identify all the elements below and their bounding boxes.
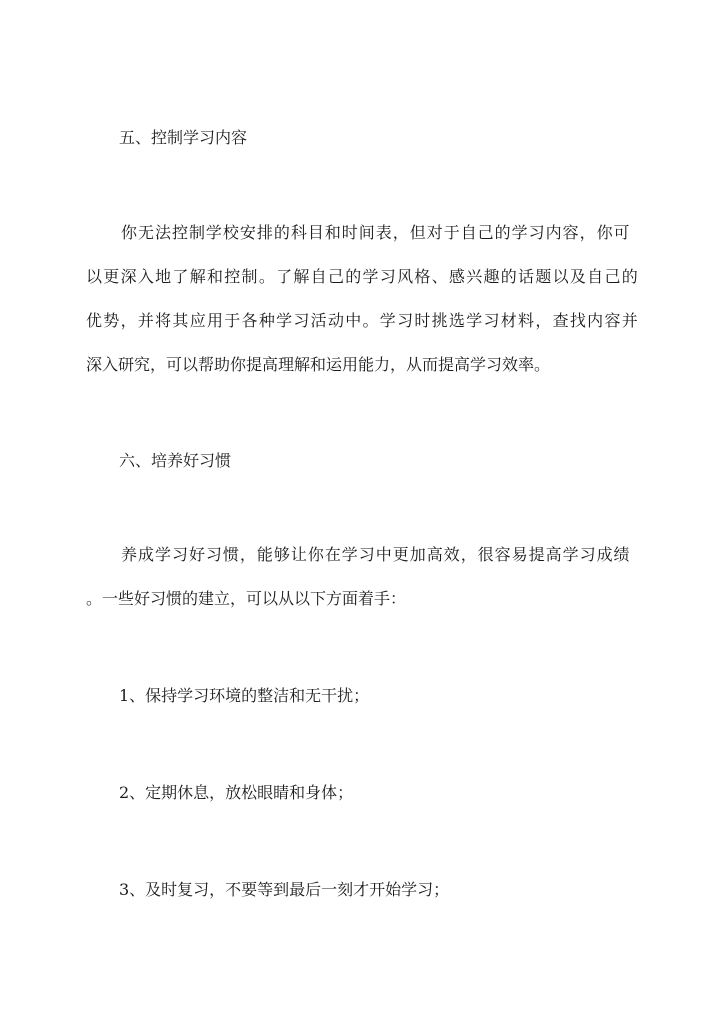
- list-item-3: 3、及时复习，不要等到最后一刻才开始学习；: [119, 880, 450, 899]
- list-item-2: 2、定期休息，放松眼睛和身体；: [119, 783, 354, 802]
- paragraph-1-line-1: 你 无 法 控 制 学 校 安 排 的 科 目 和 时 间 表 ， 但 对 于 自 己 的 学 习 内 容 ， 你 可: [121, 223, 630, 242]
- section-heading-5: 五、控制学习内容: [119, 128, 248, 147]
- paragraph-2-line-2: 。一些好习惯的建立，可以从以下方面着手：: [86, 589, 407, 608]
- section-heading-6: 六、培养好习惯: [119, 451, 232, 470]
- list-item-1: 1、保持学习环境的整洁和无干扰；: [119, 686, 370, 705]
- paragraph-1-line-4: 深入研究，可以帮助你提高理解和运用能力，从而提高学习效率。: [86, 355, 551, 374]
- paragraph-2-line-1: 养 成 学 习 好 习 惯 ， 能 够 让 你 在 学 习 中 更 加 高 效 ， 很 容 易 提 高 学 习 成 绩: [121, 545, 630, 564]
- paragraph-1-line-2: 以 更 深 入 地 了 解 和 控 制 。 了 解 自 己 的 学 习 风 格 、 感 兴 趣 的 话 题 以 及 自 己 的: [86, 267, 638, 286]
- paragraph-1-line-3: 优 势 ， 并 将 其 应 用 于 各 种 学 习 活 动 中 。 学 习 时 挑 选 学 习 材 料 ， 查 找 内 容 并: [86, 311, 638, 330]
